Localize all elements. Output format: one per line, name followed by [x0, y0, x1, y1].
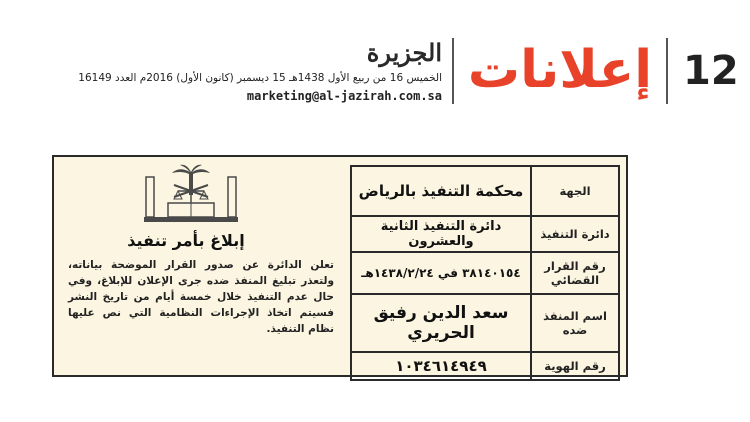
court-emblem-icon	[138, 163, 244, 225]
section-title: إعلانات	[467, 40, 653, 100]
row-label: رقم الهوية	[531, 352, 619, 380]
row-value: دائرة التنفيذ الثانية والعشرون	[351, 216, 531, 252]
header-divider	[452, 38, 454, 104]
table-row	[351, 294, 619, 352]
row-label: اسم المنفذ ضده	[531, 294, 619, 352]
row-label: دائرة التنفيذ	[531, 216, 619, 252]
row-value: سعد الدين رفيق الحريري	[351, 294, 531, 352]
header-divider	[666, 38, 668, 104]
page-number: 12	[683, 48, 739, 94]
table-row	[351, 352, 619, 380]
table-row	[351, 216, 619, 252]
row-value: ٣٨١٤٠١٥٤ في ١٤٣٨/٢/٢٤هـ	[351, 252, 531, 294]
issue-dateline: الخميس 16 من ربيع الأول 1438هـ 15 ديسمبر (كانون الأول) 2016م العدد 16149	[78, 72, 442, 84]
newspaper-logo: الجزيرة	[366, 38, 442, 67]
row-value: ١٠٣٤٦١٤٩٤٩	[351, 352, 531, 380]
notice-details-table	[350, 165, 620, 381]
row-label: الجهة	[531, 166, 619, 216]
row-value: محكمة التنفيذ بالرياض	[351, 166, 531, 216]
row-label: رقم القرار القضائي	[531, 252, 619, 294]
contact-email[interactable]: marketing@al-jazirah.com.sa	[246, 89, 442, 103]
notice-title: إبلاغ بأمر تنفيذ	[127, 231, 245, 250]
notice-body-text: تعلن الدائرة عن صدور القرار الموضحة بياناته، ولتعذر تبليغ المنفذ ضده جرى الإعلان للإبلاغ، وفي حال عدم التنفيذ خلال خمسة أيام من تاريخ النشر فسيتم اتخاذ الإجراءات النظامية التي نص عليها نظام التنفيذ.	[68, 259, 334, 335]
table-row	[351, 252, 619, 294]
table-row	[351, 166, 619, 216]
court-notice-ad	[52, 155, 628, 377]
